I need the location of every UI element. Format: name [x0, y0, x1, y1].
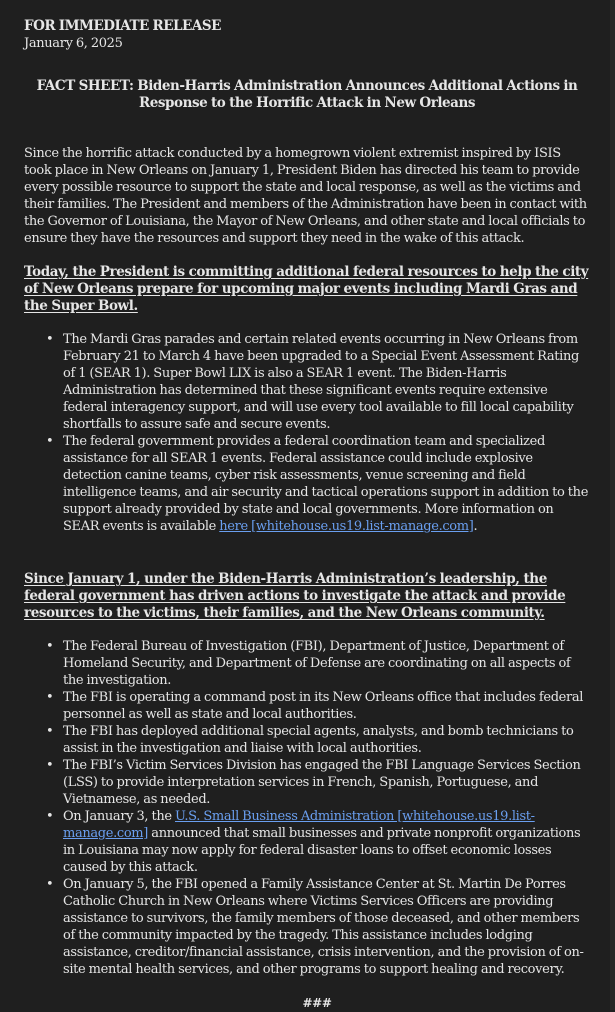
list-item [46, 876, 590, 978]
sear-info-link[interactable]: here [whitehouse.us19.list-manage.com] [219, 519, 474, 534]
list-item-text: The federal government provides a federal coordination team and specialized assistance for all SEAR 1 events. Federal assistance could include explosive detection canine teams, cyber risk assessments, venue screening and field intelligence teams, and air security and tactical operations support in addition to the support already provided by state and local governments. More information on SEAR events is available [63, 434, 589, 534]
page-edge [610, 0, 615, 1010]
list-item [46, 757, 590, 808]
page-title: FACT SHEET: Biden-Harris Administration Announces Additional Actions in Response to the Horrific Attack in New Orleans [36, 78, 578, 111]
bullet-icon: • [46, 639, 54, 654]
bullet-icon: • [46, 877, 54, 892]
end-mark: ### [302, 996, 332, 1010]
section-heading-investigation: Since January 1, under the Biden-Harris Administration’s leadership, the federal government has driven actions to investigate the attack and provide resources to the victims, their families, and the New Orleans community. [24, 571, 566, 621]
list-item [46, 638, 590, 689]
section-heading-federal-resources: Today, the President is committing additional federal resources to help the city of New Orleans prepare for upcoming major events including Mardi Gras and the Super Bowl. [24, 264, 589, 314]
release-label: FOR IMMEDIATE RELEASE [24, 18, 221, 34]
bullet-icon: • [46, 809, 54, 824]
list-item [46, 689, 590, 723]
list-item [46, 723, 590, 757]
list-item-text: The FBI’s Victim Services Division has engaged the FBI Language Services Section (LSS) to provide interpretation services in French, Spanish, Portuguese, and Vietnamese, as needed. [63, 758, 581, 807]
list-item [46, 808, 590, 876]
press-release-document [24, 18, 590, 1012]
investigation-actions-list [24, 638, 590, 978]
list-item-text: announced that small businesses and private nonprofit organizations in Louisiana may now apply for federal disaster loans to offset economic losses caused by this attack. [63, 826, 581, 875]
list-item-text: The FBI has deployed additional special agents, analysts, and bomb technicians to assist in the investigation and liaise with local authorities. [63, 724, 574, 756]
bullet-icon: • [46, 690, 54, 705]
list-item-text: The Federal Bureau of Investigation (FBI), Department of Justice, Department of Homeland Security, and Department of Defense are coordinating on all aspects of the investigation. [63, 639, 571, 688]
list-item-text: The FBI is operating a command post in its New Orleans office that includes federal personnel as well as state and local authorities. [63, 690, 584, 722]
list-item-text: On January 5, the FBI opened a Family Assistance Center at St. Martin De Porres Catholic Church in New Orleans where Victims Services Officers are providing assistance to survivors, the family members of those deceased, and other members of the community impacted by the tragedy. This assistance includes lodging assistance, creditor/financial assistance, crisis intervention, and the provision of on-site mental health services, and other programs to support healing and recovery. [63, 877, 584, 977]
list-item [46, 331, 590, 433]
bullet-icon: • [46, 724, 54, 739]
list-item-text: . [473, 519, 478, 534]
release-date: January 6, 2025 [24, 36, 123, 51]
intro-paragraph: Since the horrific attack conducted by a homegrown violent extremist inspired by ISIS took place in New Orleans on January 1, President Biden has directed his team to provide every possible resource to support the state and local response, as well as the victims and their families. The President and members of the Administration have been in contact with the Governor of Louisiana, the Mayor of New Orleans, and other state and local officials to ensure they have the resources and support they need in the wake of this attack. [24, 146, 587, 246]
list-item [46, 433, 590, 535]
bullet-icon: • [46, 434, 54, 449]
bullet-icon: • [46, 332, 54, 347]
bullet-icon: • [46, 758, 54, 773]
list-item-text: On January 3, the [63, 809, 175, 824]
list-item-text: The Mardi Gras parades and certain related events occurring in New Orleans from February 21 to March 4 have been upgraded to a Special Event Assessment Rating of 1 (SEAR 1). Super Bowl LIX is also a SEAR 1 event. The Biden-Harris Administration has determined that these significant events require extensive federal interagency support, and will use every tool available to fill local capability shortfalls to assure safe and secure events. [63, 332, 579, 432]
sba-link[interactable]: U.S. Small Business Administration [whitehouse.us19.list-manage.com] [63, 809, 535, 841]
federal-resources-list [24, 331, 590, 535]
